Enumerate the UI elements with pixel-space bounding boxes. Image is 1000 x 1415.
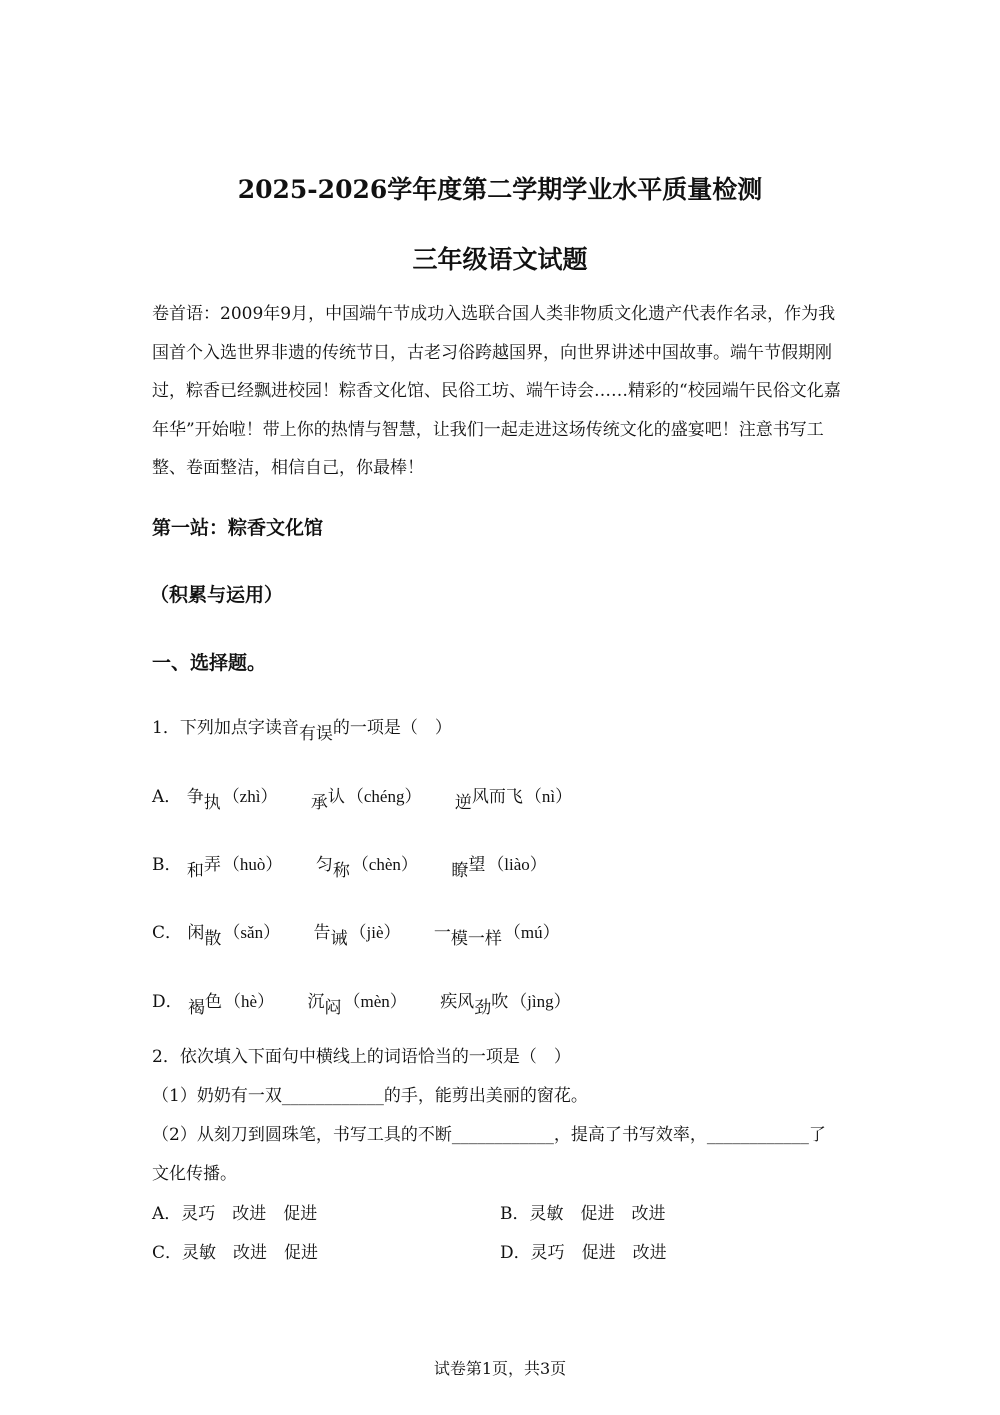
option-word: 褐色 （hè） [188,992,275,1018]
question-1-option-d[interactable] [152,987,571,1018]
option-label: D． [152,992,183,1012]
option-label: B． [152,855,182,875]
question-1-option-a[interactable] [152,782,573,813]
question-2-stem: 2．依次填入下面句中横线上的词语恰当的一项是（ ） [152,1047,571,1067]
option-label: C． [152,923,183,943]
option-label: A． [152,787,182,807]
page-footer: 试卷第1页，共3页 [433,1359,567,1378]
question-1-stem [152,713,452,744]
option-word: 匀称 （chèn） [315,855,418,881]
option-word: 一模一样 （mú） [433,923,560,949]
option-word: 疾风劲吹 （jìng） [440,992,571,1018]
part-heading: 一、选择题。 [152,652,267,674]
question-2-option-a[interactable]: A．灵巧 改进 促进 [152,1204,318,1224]
page-subtitle: 三年级语文试题 [412,245,588,274]
question-2-option-d[interactable]: D．灵巧 促进 改进 [500,1243,667,1263]
section-note: （积累与运用） [150,584,284,606]
option-word: 告诫 （jiè） [313,923,401,949]
option-word: 瞭望 （liào） [451,855,547,881]
question-2-option-b[interactable]: B．灵敏 促进 改进 [500,1204,666,1224]
question-1-option-c[interactable] [152,918,560,949]
question-2-sentence-2-cont: 文化传播。 [152,1164,237,1184]
intro-paragraph: 卷首语：2009年9月，中国端午节成功入选联合国人类非物质文化遗产代表作名录，作为我国首个入选世界非遗的传统节日，古老习俗跨越国界，向世界讲述中国故事。端午节假期刚过，粽香已经飘进校园！粽香文化馆、民俗工坊、端午诗会……精彩的“校园端午民俗文化嘉年华”开始啦！带上你的热情与智慧，让我们一起走进这场传统文化的盛宴吧！注意书写工整、卷面整洁，相信自己，你最棒！ [152,304,841,478]
question-1-stem-a: 1．下列加点字读音 [152,718,299,738]
question-2-sentence-1: （1）奶奶有一双____________的手，能剪出美丽的窗花。 [152,1086,588,1106]
question-1-option-b[interactable] [152,850,547,881]
option-word: 沉闷 （mèn） [307,992,407,1018]
question-1-stem-emphasis: 有误 [298,724,333,744]
option-word: 争执 （zhì） [186,787,278,813]
question-2-sentence-2: （2）从刻刀到圆珠笔，书写工具的不断____________，提高了书写效率，____________了 [152,1125,826,1145]
option-word: 逆风而飞 （nì） [454,787,573,813]
option-word: 闲散 （sǎn） [187,923,281,949]
question-1-stem-b: 的一项是（ ） [332,718,452,738]
question-2-option-c[interactable]: C．灵敏 改进 促进 [152,1243,319,1263]
station-heading: 第一站：粽香文化馆 [152,517,324,539]
option-word: 承认 （chéng） [310,787,422,813]
option-word: 和弄 （huò） [186,855,283,881]
page-title: 2025-2026学年度第二学期学业水平质量检测 [237,175,763,204]
